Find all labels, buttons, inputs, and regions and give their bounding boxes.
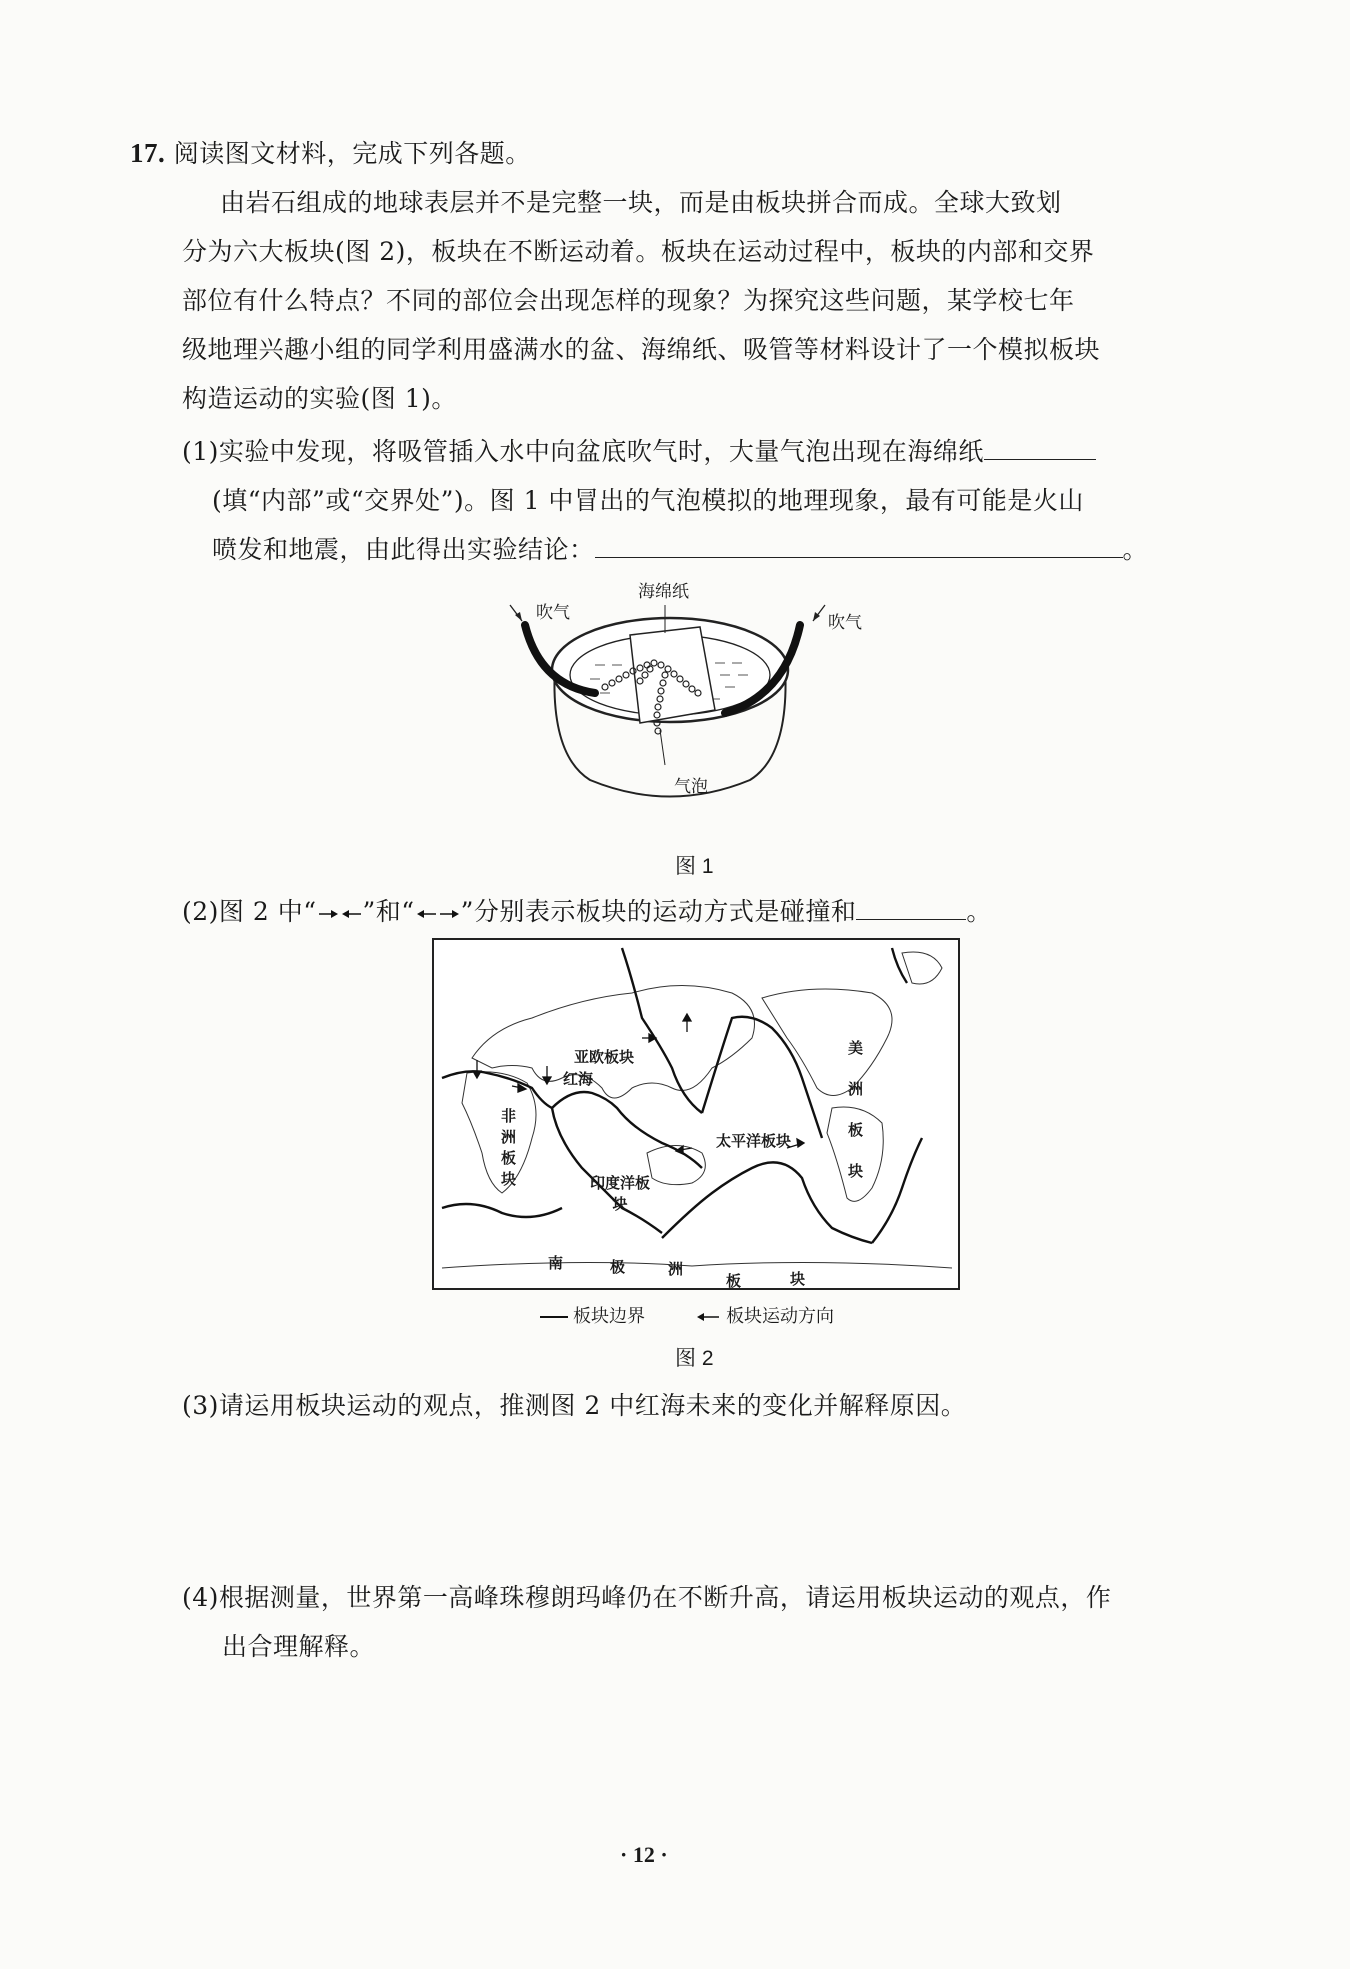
label-pacific-plate: 太平洋板块 bbox=[716, 1133, 792, 1150]
sponge-paper bbox=[630, 627, 715, 723]
intro-line-2: 分为六大板块(图 2)，板块在不断运动着。板块在运动过程中，板块的内部和交界 bbox=[182, 237, 1095, 266]
intro-line-1: 由岩石组成的地球表层并不是完整一块，而是由板块拼合而成。全球大致划 bbox=[220, 188, 1062, 217]
q3-line: (3)请运用板块运动的观点，推测图 2 中红海未来的变化并解释原因。 bbox=[182, 1391, 967, 1420]
boundary-line-icon bbox=[540, 1316, 568, 1318]
label-african-plate: 非洲板块 bbox=[499, 1108, 516, 1192]
q4-line-1: (4)根据测量，世界第一高峰珠穆朗玛峰仍在不断升高，请运用板块运动的观点，作 bbox=[182, 1583, 1112, 1612]
label-antarctic-2: 极 bbox=[610, 1259, 626, 1276]
label-antarctic-3: 洲 bbox=[668, 1261, 684, 1278]
label-antarctic-1: 南 bbox=[548, 1255, 564, 1272]
label-indian-plate: 印度洋板块 bbox=[590, 1175, 651, 1213]
label-blow-right: 吹气 bbox=[828, 613, 862, 632]
question-title: 阅读图文材料，完成下列各题。 bbox=[173, 139, 531, 168]
q4-line-2: 出合理解释。 bbox=[222, 1632, 376, 1661]
q2-line bbox=[182, 892, 992, 928]
intro-line-5: 构造运动的实验(图 1)。 bbox=[182, 384, 457, 413]
q1-text-3: 喷发和地震，由此得出实验结论： bbox=[212, 535, 595, 564]
question-number: 17. bbox=[130, 138, 166, 168]
collision-arrows-icon bbox=[317, 906, 363, 922]
q1-line-2: (填“内部”或“交界处”)。图 1 中冒出的气泡模拟的地理现象，最有可能是火山 bbox=[212, 486, 1084, 515]
label-eurasian-plate: 亚欧板块 bbox=[574, 1049, 635, 1066]
legend-boundary: 板块边界 bbox=[573, 1306, 646, 1326]
q2-period: 。 bbox=[966, 897, 992, 926]
q2-answer-blank[interactable] bbox=[856, 918, 966, 920]
label-american-plate: 美洲板块 bbox=[846, 1040, 863, 1204]
q1-line-1 bbox=[182, 432, 1096, 468]
label-blow-left: 吹气 bbox=[536, 603, 570, 622]
q1-line-3 bbox=[212, 530, 1148, 566]
separation-arrows-icon bbox=[415, 906, 461, 922]
label-sponge-paper: 海绵纸 bbox=[638, 582, 689, 601]
q1-answer-blank-1[interactable] bbox=[984, 458, 1096, 460]
label-bubble: 气泡 bbox=[674, 777, 708, 796]
q1-answer-blank-2[interactable] bbox=[595, 556, 1123, 558]
q2-text-c: ”分别表示板块的运动方式是碰撞和 bbox=[460, 897, 857, 926]
q2-text-a: (2)图 2 中“ bbox=[182, 897, 317, 926]
direction-arrow-icon bbox=[695, 1311, 721, 1323]
label-red-sea: 红海 bbox=[563, 1071, 594, 1088]
page-number: · 12 · bbox=[620, 1842, 668, 1867]
intro-line-3: 部位有什么特点？不同的部位会出现怎样的现象？为探究这些问题，某学校七年 bbox=[182, 286, 1075, 315]
q1-period: 。 bbox=[1122, 535, 1149, 564]
q2-text-b: ”和“ bbox=[362, 897, 415, 926]
map-legend bbox=[540, 1302, 834, 1328]
figure2-caption: 图 2 bbox=[675, 1347, 714, 1370]
q1-text-1: (1)实验中发现，将吸管插入水中向盆底吹气时，大量气泡出现在海绵纸 bbox=[182, 437, 984, 466]
intro-line-4: 级地理兴趣小组的同学利用盛满水的盆、海绵纸、吸管等材料设计了一个模拟板块 bbox=[182, 335, 1101, 364]
legend-direction: 板块运动方向 bbox=[726, 1306, 835, 1326]
label-antarctic-5: 块 bbox=[790, 1271, 806, 1288]
question-header bbox=[130, 134, 531, 170]
figure1-caption: 图 1 bbox=[675, 855, 714, 878]
label-antarctic-4: 板 bbox=[726, 1273, 742, 1290]
